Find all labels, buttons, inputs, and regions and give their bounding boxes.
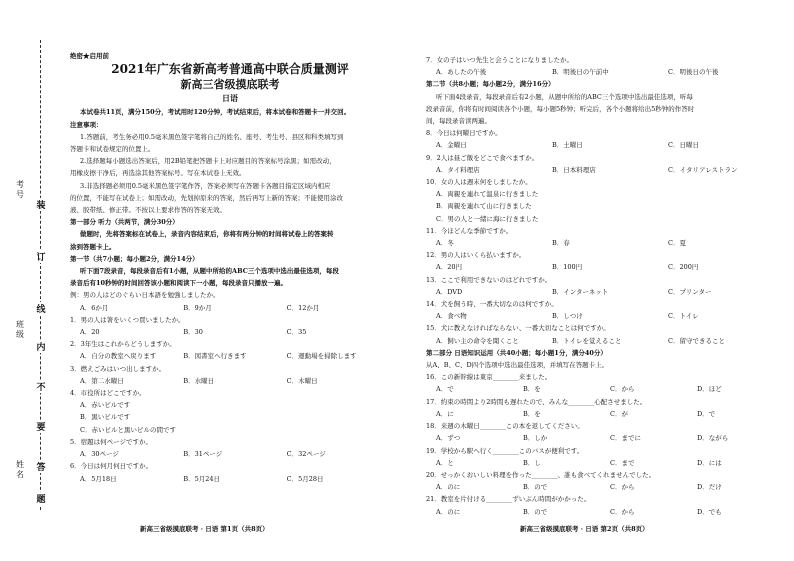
section2-title: 第二节（共8小题；每小题2分，满分16分）	[426, 80, 555, 89]
question-options	[426, 481, 784, 493]
question-options	[426, 506, 784, 518]
fold-word: 题	[35, 492, 47, 505]
example-options	[70, 302, 390, 314]
option: B．30	[183, 328, 203, 337]
part2-desc: 从A、B、C、D四个选项中选出最佳选项，并填写在答题卡上。	[426, 361, 609, 370]
option: A．金曜日	[436, 141, 467, 150]
question: 18．来週の木曜日________この本を返してください。	[426, 422, 584, 431]
page-footer: 新高三省级摸底联考 · 日语 第1页（共8页）	[140, 525, 269, 533]
name-label: 姓名	[16, 460, 24, 479]
notice-line: 3.非选择题必须用0.5毫米黑色签字笔作答，答案必须写在答题卡各题目指定区域内相应	[80, 181, 331, 190]
option: A．6か月	[80, 303, 109, 312]
question-options	[426, 457, 784, 469]
question: 16．この新幹線は東京________来ました。	[426, 373, 552, 382]
option: B．黒いビルです	[80, 413, 131, 422]
question: 15．犬に教えなければならない、一番大切なことは何ですか。	[426, 324, 610, 333]
option: D．で	[697, 409, 716, 418]
question-options	[426, 139, 784, 151]
option: B．水曜日	[183, 376, 215, 385]
option: C．から	[610, 483, 635, 492]
part1-desc: 涂到答题卡上。	[70, 242, 116, 251]
option: D．だけ	[697, 483, 722, 492]
option: A．20円	[436, 263, 462, 272]
option: B．ので	[523, 483, 548, 492]
notice-line: 的位置，不能写在试卷上；如需改动，先划掉原来的答案，然后再写上新的答案；不能使用涂改	[70, 193, 343, 202]
page-footer: 新高三省级摸底联考 · 日语 第2页（共8页）	[520, 525, 649, 533]
page-2	[426, 54, 784, 518]
option: D．には	[697, 458, 722, 467]
fold-word: 答	[35, 460, 47, 473]
option: B．春	[552, 239, 570, 248]
option: C．イタリアレストラン	[668, 165, 738, 174]
option: B．図書室へ行きます	[183, 352, 247, 361]
section2-desc: 段录音前，你将有时间阅读各个小题，每小题5秒钟；听完后，各个小题将给出5秒钟的作答时	[426, 104, 695, 113]
question-options	[426, 66, 784, 78]
option: B．明後日の午前中	[552, 68, 609, 77]
question-options	[426, 286, 784, 298]
notice-line: 2.选择题每小题选出答案后，用2B铅笔把答题卡上对应题目的答案标号涂黑；如需改动，	[80, 157, 336, 166]
option: C．赤いビルと黒いビルの間です	[80, 425, 176, 434]
option: B．土曜日	[552, 141, 583, 150]
option: B．しか	[523, 434, 548, 443]
question: 21．教室を片付ける________ずいぶん時間がかかった。	[426, 495, 591, 504]
option: B．31ページ	[183, 450, 223, 459]
option: B．9か月	[183, 303, 212, 312]
option: A．ずつ	[436, 434, 461, 443]
question: 8．今日は何曜日ですか。	[426, 129, 502, 138]
notice-line: 用橡皮擦干净后，再选涂其他答案标号。写在本试卷上无效。	[70, 169, 246, 178]
option: B．両親を連れて山に行きました	[436, 202, 532, 211]
question-options	[426, 164, 784, 176]
option: A．食べ物	[436, 312, 467, 321]
option: B．5月24日	[183, 474, 221, 483]
question: 14．犬を飼う時、一番大切なのは何ですか。	[426, 300, 558, 309]
fold-line	[40, 40, 41, 510]
question: 12．男の人はいくら払いますか。	[426, 251, 526, 260]
option: C．日曜日	[668, 141, 699, 150]
option: B．トイレを覚えること	[552, 336, 622, 345]
option: C．から	[610, 385, 635, 394]
question: 7．女の子はいつ先生と会うことになりましたか。	[426, 56, 574, 64]
option: C．夏	[668, 239, 686, 248]
option: A．20	[80, 328, 100, 337]
question: 4．市役所はどこですか。	[70, 389, 146, 398]
question: 1．男の人は箸をいくつ買いましたか。	[70, 315, 185, 324]
question-options	[426, 237, 784, 249]
option: C．から	[610, 507, 635, 516]
question: 10．女の人は週末何をしましたか。	[426, 178, 532, 187]
question-options	[70, 448, 390, 460]
option: C．35	[286, 328, 307, 337]
exam-subtitle: 新高三省级摸底联考	[180, 78, 280, 92]
fold-word: 线	[35, 302, 47, 315]
question-options	[426, 383, 784, 395]
option: C．トイレ	[668, 312, 699, 321]
question: 13．ここで利用できないのはどれですか。	[426, 275, 552, 284]
fold-word: 订	[35, 250, 47, 263]
option: D．ほど	[697, 385, 722, 394]
section2-desc: 听下面4段录音，每段录音后有2小题，从题中所给的ABC三个选项中选出最佳选项，听每	[436, 92, 693, 101]
option: A．に	[436, 409, 454, 418]
section1-desc: 听下面7段录音，每段录音后有1小题，从题中所给的ABC三个选项中选出最佳选项，每段	[80, 267, 339, 276]
section1-desc: 录音后有10秒钟的时间回答该小题和阅读下一小题，每段录音只播放一遍。	[70, 279, 288, 288]
question-options	[426, 261, 784, 273]
option: C．プリンター	[668, 287, 712, 296]
option: B．インターネット	[552, 287, 609, 296]
question: 3．燃えごみはいつ出しますか。	[70, 364, 166, 373]
question: 5．宿題は何ページですか。	[70, 437, 153, 446]
notice-line: 答题卡和试卷规定的位置上。	[70, 145, 155, 154]
fold-word: 内	[35, 340, 47, 353]
option: A．飼い主の命令を聞くこと	[436, 336, 519, 345]
subject-title: 日语	[222, 93, 238, 104]
fold-word: 装	[35, 198, 47, 211]
option: C．明後日の午後	[668, 68, 719, 77]
notice-title: 注意事项：	[70, 120, 103, 129]
option: A．自分の教室へ戻ります	[80, 352, 157, 361]
option: A．のに	[436, 483, 461, 492]
option: A．あしたの午後	[436, 68, 487, 77]
option: A．第二水曜日	[80, 376, 124, 385]
option: C．12か月	[286, 303, 320, 312]
option: C．が	[610, 409, 628, 418]
part1-title: 第一部分 听力（共两节，满分30分）	[70, 218, 179, 227]
option: B．日本料理店	[552, 165, 596, 174]
binding-strip	[0, 0, 62, 561]
option: A．5月18日	[80, 474, 117, 483]
question-options	[426, 310, 784, 322]
notice-line: 1.答题前，考生务必用0.5毫米黑色签字笔将自己的姓名、座号、考生号、县区和科类填写到	[80, 132, 344, 141]
fold-word: 不	[35, 380, 47, 393]
question-options	[70, 473, 390, 485]
option: C．留守できること	[668, 336, 725, 345]
question: 20．せっかくおいしい料理を作った________、誰も食べてくれませんでした。	[426, 470, 656, 479]
page-1	[70, 50, 390, 485]
option: B．100円	[552, 263, 583, 272]
section2-desc: 间，每段录音读两遍。	[426, 117, 491, 126]
question: 6．今日は何月何日ですか。	[70, 462, 153, 471]
option: B．を	[523, 385, 541, 394]
option: A．両親を連れて温泉に行きました	[436, 190, 539, 199]
fold-word: 要	[35, 420, 47, 433]
option: B．し	[523, 458, 541, 467]
question: 11．今ほどんな季節ですか。	[426, 226, 513, 235]
option: A．DVD	[436, 287, 463, 296]
option: B．しつけ	[552, 312, 583, 321]
option: C．32ページ	[286, 450, 326, 459]
option: C．200円	[668, 263, 699, 272]
option: C．運動場を掃除します	[286, 352, 357, 361]
question-options	[70, 326, 390, 338]
notice-line: 液、胶带纸、修正带。不按以上要求作答的答案无效。	[70, 206, 226, 215]
option: A．のに	[436, 507, 461, 516]
question-options	[70, 375, 390, 387]
secret-mark: 绝密★启用前	[70, 52, 109, 60]
example-question: 例：男の人はどのぐらい日本語を勉強しましたか。	[70, 291, 220, 300]
section1-title: 第一节（共7小题；每小题2分，满分14分）	[70, 254, 199, 263]
question: 2．3年生はこれからどうしますか。	[70, 340, 176, 349]
question-options	[70, 350, 390, 362]
option: A．冬	[436, 239, 454, 248]
exam-title: 2021年广东省新高考普通高中联合质量测评	[111, 62, 349, 77]
question: 17．約束の時間より2時間も遅れたので、みんな________心配させました。	[426, 397, 647, 406]
option: A．30ページ	[80, 450, 119, 459]
option: C．まで	[610, 458, 635, 467]
question-options	[426, 432, 784, 444]
option: D．ながら	[697, 434, 729, 443]
option: C．男の人と一緒に海に行きました	[436, 214, 539, 223]
intro-line: 本试卷共11页，满分150分，考试用时120分钟，考试结束后，将本试卷和答题卡一并交回。	[80, 108, 351, 117]
question: 19．学校から駅へ行く________このバスが便利です。	[426, 446, 584, 455]
part1-desc: 做题时，先将答案标在试卷上，录音内容结束后，你将有两分钟的时间将试卷上的答案转	[80, 230, 334, 239]
class-label: 班级	[16, 320, 24, 339]
option: C．までに	[610, 434, 641, 443]
option: B．ので	[523, 507, 548, 516]
option: D．でも	[697, 507, 722, 516]
exam-no-label: 考号	[16, 180, 24, 199]
option: A．赤いビルです	[80, 401, 131, 410]
option: B．を	[523, 409, 541, 418]
option: C．5月28日	[286, 474, 324, 483]
option: A．と	[436, 458, 454, 467]
part2-title: 第二部分 日语知识运用（共40小题；每小题1分，满分40分）	[426, 348, 607, 357]
option: C．木曜日	[286, 376, 318, 385]
question-options	[426, 335, 784, 347]
option: A．で	[436, 385, 454, 394]
question-options	[426, 408, 784, 420]
question: 9．2人は昼ご飯をどこで食べますか。	[426, 153, 539, 162]
option: A．タイ料理店	[436, 165, 480, 174]
